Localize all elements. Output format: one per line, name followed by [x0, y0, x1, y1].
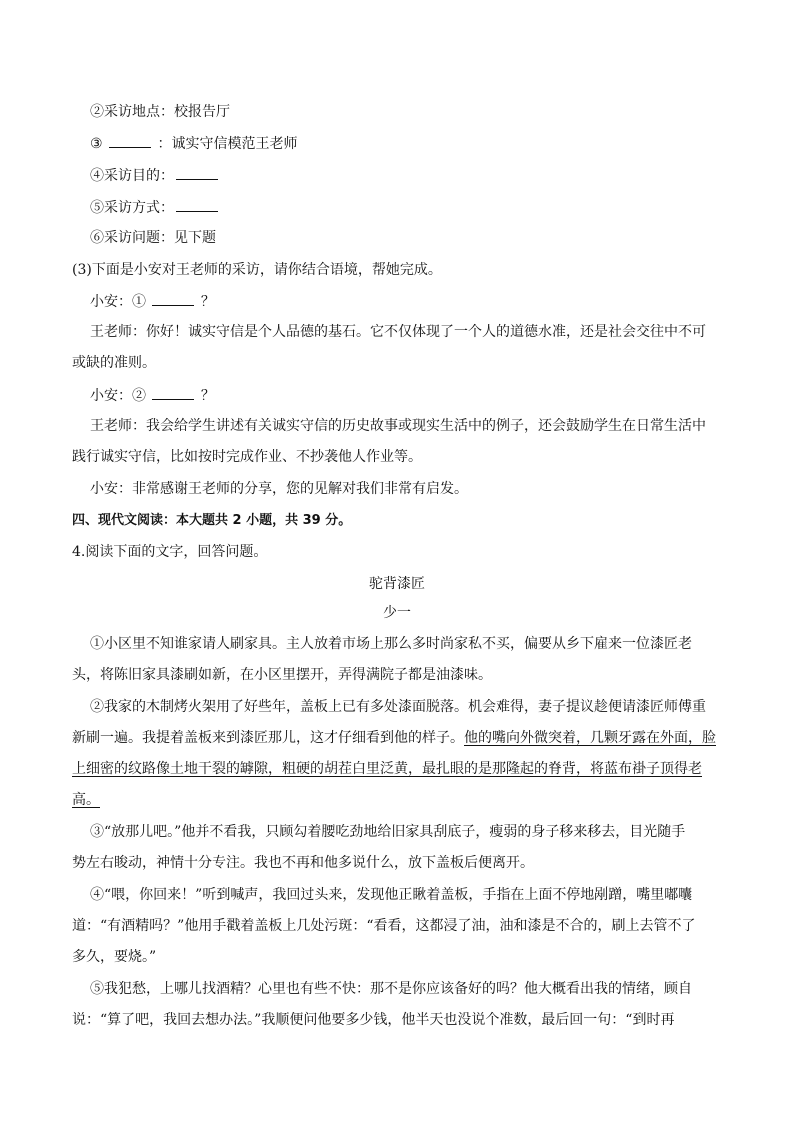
answer-blank[interactable] — [176, 165, 218, 180]
dialogue-wang-2-line-1: 王老师：我会给学生讲述有关诚实守信的历史故事或现实生活中的例子，还会鼓励学生在日常生活中 — [90, 418, 706, 434]
survey-item-method — [90, 197, 220, 218]
passage-text: 新刷一遍。我提着盖板来到漆匠那儿，这才仔细看到他的样子。 — [72, 730, 464, 746]
answer-blank[interactable] — [152, 385, 194, 400]
passage-paragraph-3-line-1: ③“放那儿吧。”他并不看我，只顾勾着腰吃劲地给旧家具刮底子，瘦弱的身子移来移去，目光随手 — [90, 824, 686, 840]
question-4-stem: 4.阅读下面的文字，回答问题。 — [72, 544, 268, 560]
dialogue-speaker-text: 小安：② — [90, 388, 146, 404]
passage-paragraph-1-line-1: ①小区里不知谁家请人刷家具。主人放着市场上那么多时尚家私不买，偏要从乡下雇来一位漆匠老 — [90, 636, 692, 652]
survey-item-method-label: ⑤采访方式： — [90, 200, 174, 216]
dialogue-xiaoan-2 — [90, 385, 215, 406]
passage-paragraph-4-line-1: ④“喂，你回来！”听到喊声，我回过头来，发现他正瞅着盖板，手指在上面不停地剐蹭，嘴里嘟囔 — [90, 887, 693, 903]
passage-paragraph-5-line-1: ⑤我犯愁，上哪儿找酒精？心里也有些不快：那不是你应该备好的吗？他大概看出我的情绪，顾自 — [90, 981, 692, 997]
section-4-heading: 四、现代文阅读：本大题共 2 小题，共 39 分。 — [72, 513, 352, 528]
passage-paragraph-2-line-1: ②我家的木制烤火架用了好些年，盖板上已有多处漆面脱落。机会难得，妻子提议趁便请漆匠师傅重 — [90, 699, 706, 715]
survey-item-interviewee-suffix: ：诚实守信模范王老师 — [157, 136, 298, 152]
dialogue-question-mark: ？ — [200, 388, 215, 404]
dialogue-wang-1-line-1: 王老师：你好！诚实守信是个人品德的基石。它不仅体现了一个人的道德水准，还是社会交往中不可 — [90, 324, 706, 340]
survey-item-purpose — [90, 165, 220, 186]
passage-author: 少一 — [383, 605, 411, 621]
passage-paragraph-2-line-3: 上细密的纹路像土地干裂的罅隙，粗硬的胡茬白里泛黄，最扎眼的是那隆起的脊背，将蓝布褂子顶得老 — [72, 761, 702, 777]
passage-paragraph-2-line-2 — [72, 728, 716, 748]
question-3-stem: (3)下面是小安对王老师的采访，请你结合语境，帮她完成。 — [72, 262, 442, 278]
survey-item-interviewee-prefix: ③ — [90, 136, 103, 152]
survey-item-location: ②采访地点：校报告厅 — [90, 104, 230, 120]
answer-blank[interactable] — [152, 291, 194, 306]
passage-paragraph-3-line-2: 势左右睃动，神情十分专注。我也不再和他多说什么，放下盖板后便离开。 — [72, 855, 534, 871]
survey-item-purpose-label: ④采访目的： — [90, 168, 174, 184]
answer-blank[interactable] — [109, 133, 151, 148]
passage-paragraph-2-line-4: 高。 — [72, 792, 100, 808]
survey-item-questions: ⑥采访问题：见下题 — [90, 230, 216, 246]
dialogue-xiaoan-3: 小安：非常感谢王老师的分享，您的见解对我们非常有启发。 — [90, 481, 468, 497]
passage-paragraph-1-line-2: 头，将陈旧家具漆刷如新，在小区里摆开，弄得满院子都是油漆味。 — [72, 667, 492, 683]
dialogue-speaker-text: 小安：① — [90, 294, 146, 310]
underlined-sentence: 他的嘴向外微突着，几颗牙露在外面，脸 — [464, 730, 716, 746]
passage-paragraph-4-line-2: 道：“有酒精吗？”他用手戳着盖板上几处污斑：“看看，这都浸了油，油和漆是不合的，刷上去管不了 — [72, 918, 696, 934]
passage-title: 驼背漆匠 — [369, 576, 425, 592]
passage-paragraph-4-line-3: 多久，要烧。” — [72, 949, 157, 965]
dialogue-xiaoan-1 — [90, 291, 215, 312]
dialogue-question-mark: ？ — [200, 294, 215, 310]
passage-paragraph-5-line-2: 说：“算了吧，我回去想办法。”我顺便问他要多少钱，他半天也没说个准数，最后回一句：“到时再 — [72, 1012, 675, 1028]
answer-blank[interactable] — [176, 197, 218, 212]
survey-item-interviewee — [90, 133, 297, 154]
dialogue-wang-2-line-2: 践行诚实守信，比如按时完成作业、不抄袭他人作业等。 — [72, 449, 422, 465]
dialogue-wang-1-line-2: 或缺的准则。 — [72, 355, 156, 371]
